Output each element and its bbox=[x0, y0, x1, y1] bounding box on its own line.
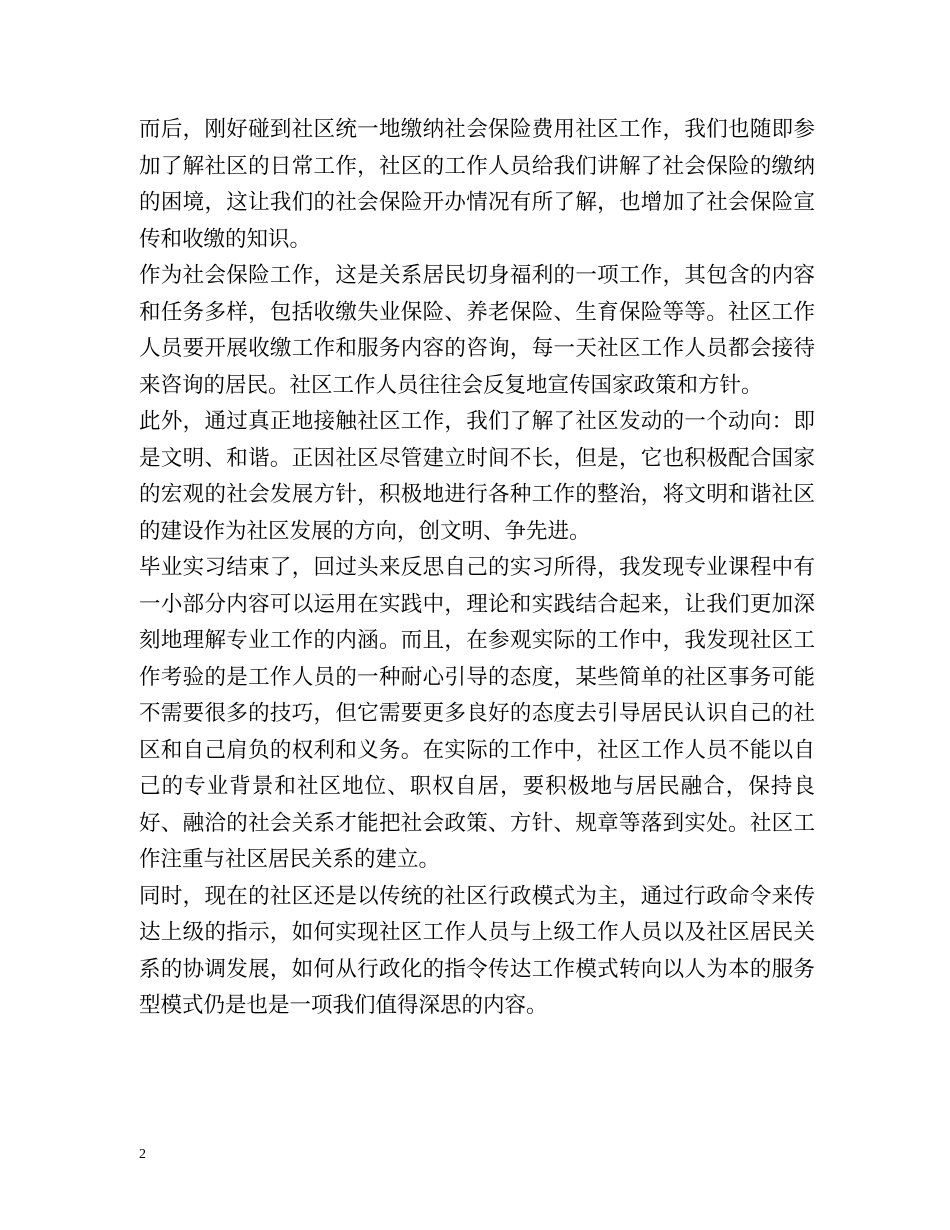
document-body bbox=[139, 112, 815, 1025]
paragraph-4: 毕业实习结束了，回过头来反思自己的实习所得，我发现专业课程中有一小部分内容可以运用在实践中，理论和实践结合起来，让我们更加深刻地理解专业工作的内涵。而且，在参观实际的工作中，我发现社区工作考验的是工作人员的一种耐心引导的态度，某些简单的社区事务可能不需要很多的技巧，但它需要更多良好的态度去引导居民认识自己的社区和自己肩负的权利和义务。在实际的工作中，社区工作人员不能以自己的专业背景和社区地位、职权自居，要积极地与居民融合，保持良好、融洽的社会关系才能把社会政策、方针、规章等落到实处。社区工作注重与社区居民关系的建立。 bbox=[139, 555, 815, 872]
paragraph-3: 此外，通过真正地接触社区工作，我们了解了社区发动的一个动向：即是文明、和谐。正因社区尽管建立时间不长，但是，它也积极配合国家的宏观的社会发展方针，积极地进行各种工作的整治，将文明和谐社区的建设作为社区发展的方向，创文明、争先进。 bbox=[139, 409, 815, 544]
paragraph-2: 作为社会保险工作，这是关系居民切身福利的一项工作，其包含的内容和任务多样，包括收缴失业保险、养老保险、生育保险等等。社区工作人员要开展收缴工作和服务内容的咨询，每一天社区工作人员都会接待来咨询的居民。社区工作人员往往会反复地宣传国家政策和方针。 bbox=[139, 263, 815, 398]
page-number: 2 bbox=[139, 1147, 146, 1162]
paragraph-5: 同时，现在的社区还是以传统的社区行政模式为主，通过行政命令来传达上级的指示，如何实现社区工作人员与上级工作人员以及社区居民关系的协调发展，如何从行政化的指令传达工作模式转向以人为本的服务型模式仍是也是一项我们值得深思的内容。 bbox=[139, 883, 815, 1018]
paragraph-1: 而后，刚好碰到社区统一地缴纳社会保险费用社区工作，我们也随即参加了解社区的日常工作，社区的工作人员给我们讲解了社会保险的缴纳的困境，这让我们的社会保险开办情况有所了解，也增加了社会保险宣传和收缴的知识。 bbox=[139, 117, 815, 252]
